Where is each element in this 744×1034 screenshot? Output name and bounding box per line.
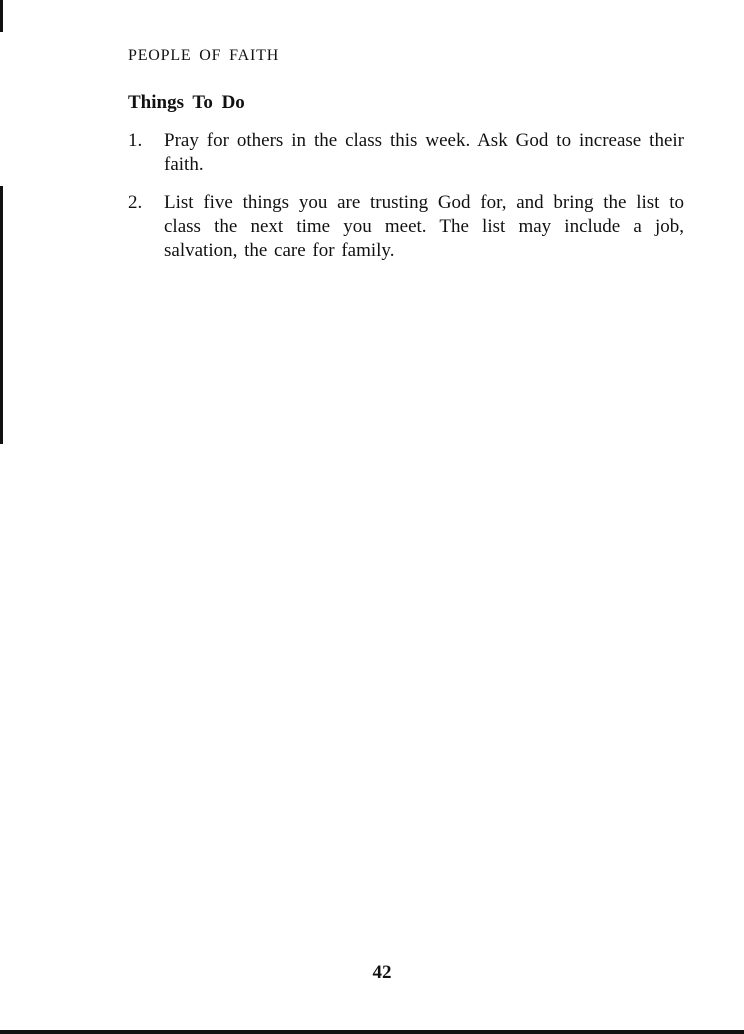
page-number: 42 <box>372 962 392 983</box>
scan-edge-mark <box>0 186 3 444</box>
running-header: PEOPLE OF FAITH <box>128 47 280 64</box>
item-number: 1. <box>128 130 143 151</box>
item-number: 2. <box>128 192 143 213</box>
item-text: List five things you are trusting God for, and bring the list to class the next time you meet. The list may include a job, salvation, the care for family. <box>164 192 684 261</box>
section-heading: Things To Do <box>128 92 245 113</box>
list-item <box>128 191 684 263</box>
todo-list <box>128 129 684 263</box>
item-text: Pray for others in the class this week. Ask God to increase their faith. <box>164 130 684 175</box>
list-item <box>128 129 684 177</box>
scan-edge-mark <box>0 0 3 32</box>
scan-bottom-border <box>0 1030 744 1034</box>
